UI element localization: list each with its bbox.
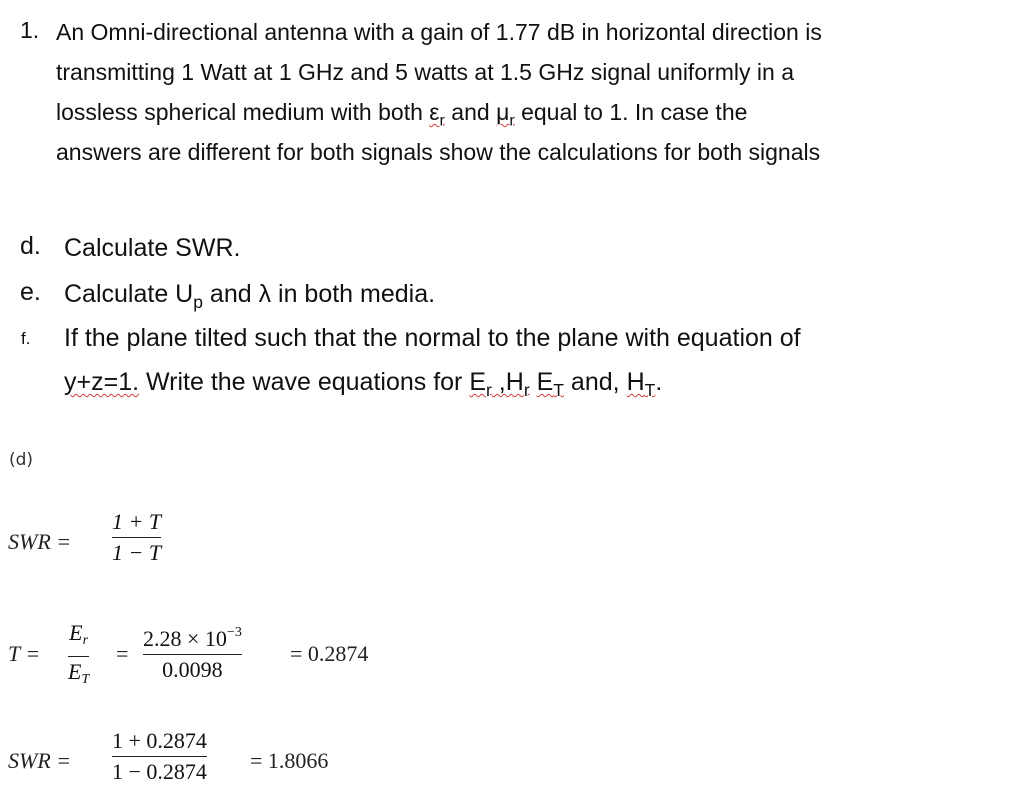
question-line-3: lossless spherical medium with both $\varepsilon_r$ and $\mu_r$ equal to 1. In case the	[56, 99, 748, 130]
equals-sign: =	[116, 641, 129, 666]
field-ET: $E_T$	[536, 368, 564, 400]
solution-heading: (d)	[9, 450, 34, 470]
fraction-bar	[112, 756, 207, 757]
question-line-4: answers are different for both signals show the calculations for both signals	[56, 139, 821, 165]
field-Er: $E_r$ $,H_r$	[469, 368, 530, 400]
item-e-label: e.	[20, 278, 41, 306]
swr-value-denominator: 1 − 0.2874	[112, 759, 207, 784]
t-value-numerator: 2.28 × 10	[143, 626, 227, 651]
item-d-text: Calculate SWR.	[64, 234, 241, 262]
item-d-label: d.	[20, 232, 41, 260]
swr-label: SWR =	[8, 529, 72, 554]
t-result: = 0.2874	[290, 641, 369, 666]
fraction-bar	[68, 656, 89, 657]
swr2-label: SWR =	[8, 748, 72, 773]
fraction-bar	[112, 537, 161, 538]
item-f-line-2: y+z=1. Write the wave equations for $E_r$ $,H_r$ $E_T$ and, $H_T$.	[64, 368, 663, 400]
swr-value-numerator: 1 + 0.2874	[112, 728, 207, 753]
field-HT: $H_T$	[626, 368, 656, 400]
t-value-fraction: $2.28 \times 10^{-3}$ 0.0098	[143, 625, 242, 682]
item-f-line-1: If the plane tilted such that the normal to the plane with equation of	[64, 324, 801, 352]
plane-equation: y+z=1.	[64, 368, 140, 396]
swr-fraction	[112, 509, 161, 566]
t-ratio-fraction: $E_r$ $E_T$	[68, 620, 90, 687]
question-line-1: An Omni-directional antenna with a gain of 1.77 dB in horizontal direction is	[56, 19, 822, 45]
swr-numerator: 1 + T	[112, 509, 162, 534]
swr-result: = 1.8066	[250, 748, 329, 773]
swr-value-fraction	[112, 728, 207, 785]
question-number: 1.	[20, 17, 40, 43]
item-e-text: Calculate $U_p$ and λ in both media.	[64, 280, 436, 312]
item-f-label: f.	[21, 329, 31, 348]
fraction-bar	[143, 654, 242, 655]
swr-denominator: 1 − T	[112, 540, 162, 565]
t-ratio-denominator: E	[68, 659, 82, 684]
t-ratio-numerator: E	[69, 620, 83, 645]
t-value-denominator: 0.0098	[162, 657, 223, 682]
question-line-2: transmitting 1 Watt at 1 GHz and 5 watts at 1.5 GHz signal uniformly in a	[56, 59, 795, 85]
mu-symbol: $\mu_r$	[496, 99, 515, 130]
epsilon-symbol: $\varepsilon_r$	[429, 99, 445, 130]
t-label: T =	[8, 641, 41, 666]
